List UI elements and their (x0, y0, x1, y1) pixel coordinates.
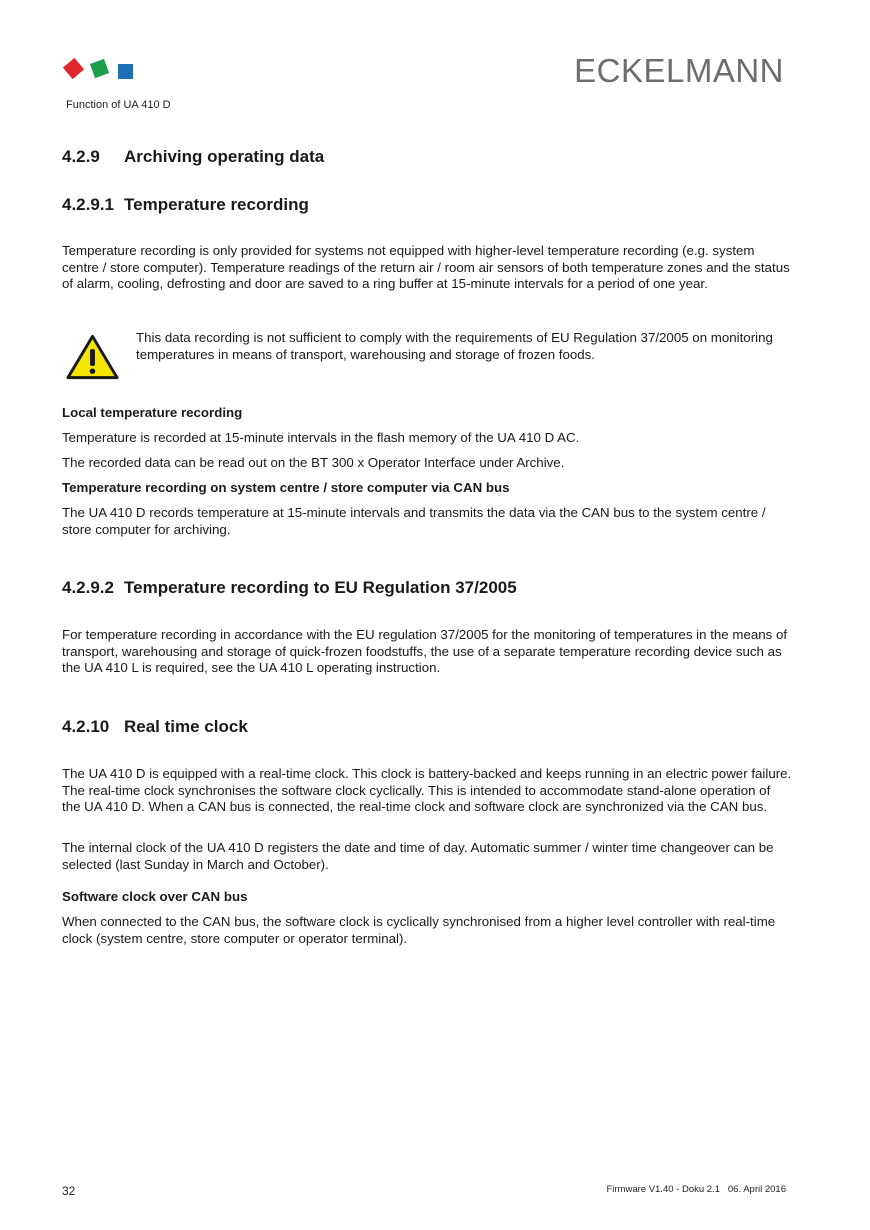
section-heading-429 (62, 147, 324, 167)
paragraph-local-1: Temperature is recorded at 15-minute intervals in the flash memory of the UA 410 D AC. (62, 430, 580, 445)
section-title: Archiving operating data (124, 147, 325, 166)
logo-red-square (63, 58, 84, 79)
paragraph-rtc-1: The UA 410 D is equipped with a real-time clock. This clock is battery-backed and keeps running in an electric power failure. The real-time clock synchronises the software clock cyclically. This is intended to accommodate stand-alone operation of the UA 410 D. When a CAN bus is connected, the real-time clock and software clock are synchronized via the CAN bus. (62, 766, 792, 814)
eckelmann-logo-squares (63, 58, 135, 82)
section-number: 4.2.9 (62, 147, 100, 166)
warning-note-text: This data recording is not sufficient to comply with the requirements of EU Regulation 37/2005 on monitoring temperatures in means of transport, warehousing and storage of frozen foods. (136, 330, 773, 362)
section-title: Temperature recording to EU Regulation 37/2005 (124, 578, 517, 597)
section-title: Temperature recording (124, 195, 309, 214)
paragraph-local-2: The recorded data can be read out on the BT 300 x Operator Interface under Archive. (62, 455, 565, 470)
warning-icon (65, 333, 120, 381)
section-heading-4291 (62, 195, 309, 215)
subheading-can-recording: Temperature recording on system centre / store computer via CAN bus (62, 480, 510, 495)
header-subtitle: Function of UA 410 D (66, 99, 171, 111)
logo-blue-square (118, 64, 133, 79)
section-number: 4.2.10 (62, 717, 110, 736)
section-heading-4292 (62, 578, 517, 598)
paragraph-software-clock: When connected to the CAN bus, the software clock is cyclically synchronised from a higher level controller with real-time clock (system centre, store computer or operator terminal). (62, 914, 776, 946)
paragraph-can-recording: The UA 410 D records temperature at 15-minute intervals and transmits the data via the CAN bus to the system centre / store computer for archiving. (62, 505, 766, 537)
subheading-local-recording: Local temperature recording (62, 405, 243, 420)
section-heading-4210 (62, 717, 248, 737)
footer-version: Firmware V1.40 - Doku 2.1 06. April 2016 (606, 1184, 786, 1195)
paragraph-rtc-2: The internal clock of the UA 410 D registers the date and time of day. Automatic summer / winter time changeover can be selected (last Sunday in March and October). (62, 840, 774, 872)
paragraph-eu-regulation: For temperature recording in accordance with the EU regulation 37/2005 for the monitoring of temperatures in the means of transport, warehousing and storage of quick-frozen foodstuffs, the use of a separate temperature recording device such as the UA 410 L is required, see the UA 410 L operating instruction. (62, 627, 788, 675)
section-title: Real time clock (124, 717, 248, 736)
subheading-software-clock: Software clock over CAN bus (62, 889, 248, 904)
logo-green-square (90, 59, 109, 78)
section-number: 4.2.9.1 (62, 195, 114, 214)
page-number: 32 (62, 1184, 76, 1198)
brand-logo-text: ECKELMANN (574, 52, 784, 89)
paragraph-temperature-intro: Temperature recording is only provided for systems not equipped with higher-level temperature recording (e.g. system centre / store computer). Temperature readings of the return air / room air sensors of both temperature zones and the status of alarm, cooling, defrosting and door are saved to a ring buffer at 15-minute intervals for a period of one year. (62, 243, 790, 291)
section-number: 4.2.9.2 (62, 578, 114, 597)
